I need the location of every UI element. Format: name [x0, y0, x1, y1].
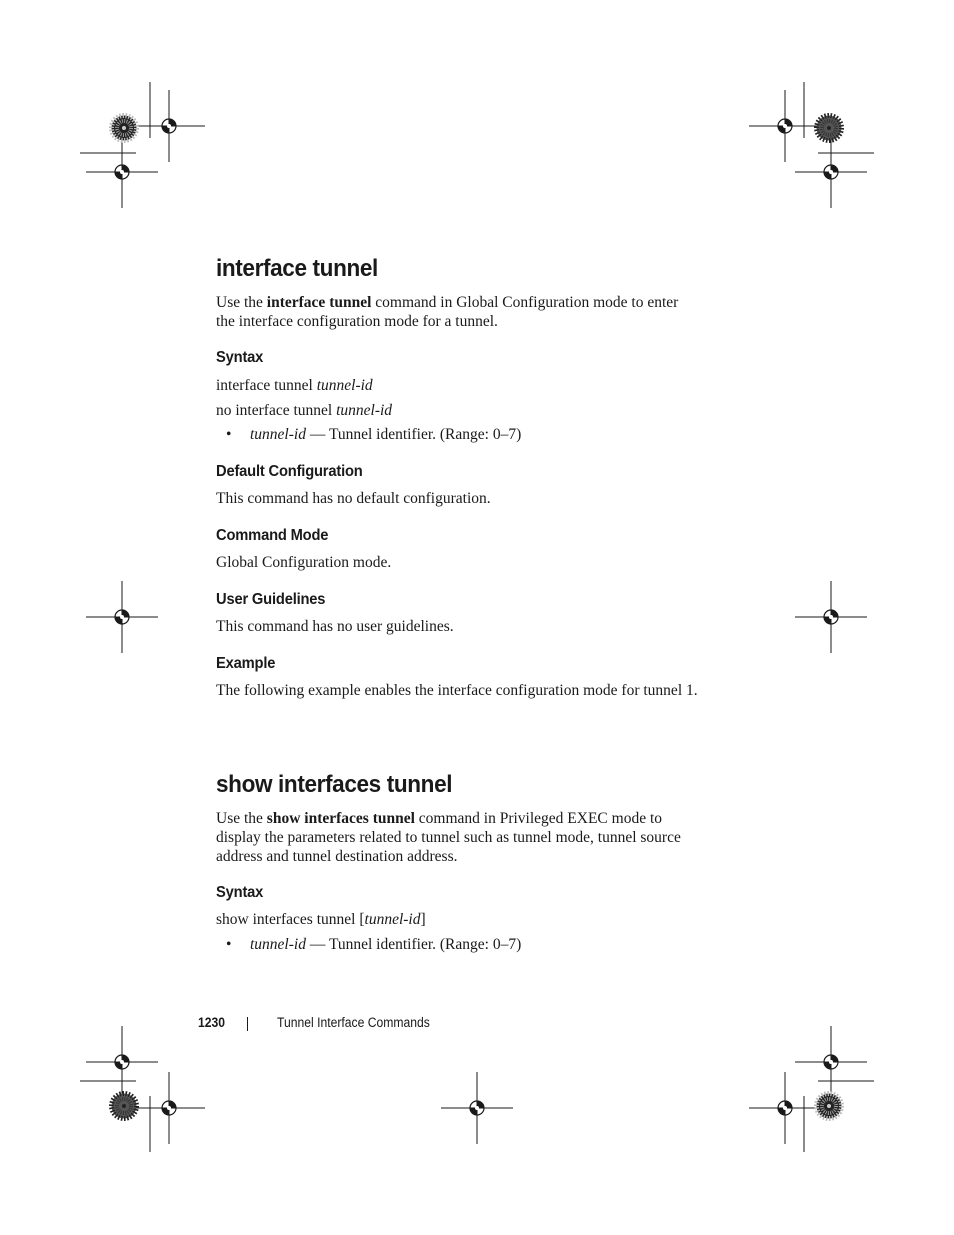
- parameter-item: [250, 425, 521, 444]
- intro-text: display the parameters related to tunnel such as tunnel mode, tunnel source: [216, 829, 681, 846]
- intro-paragraph: [216, 293, 736, 331]
- example-heading: Example: [216, 655, 276, 672]
- section-title: interface tunnel: [216, 255, 378, 282]
- registration-target-icon: [133, 1072, 205, 1144]
- intro-text: command in Privileged EXEC mode to: [414, 810, 663, 827]
- parameter-name: tunnel-id: [250, 936, 306, 953]
- syntax-command: no interface tunnel: [216, 402, 333, 419]
- bullet-icon: •: [226, 936, 232, 953]
- syntax-argument: tunnel-id: [316, 377, 373, 394]
- syntax-line: [216, 401, 736, 420]
- user-guidelines-heading: User Guidelines: [216, 591, 326, 608]
- syntax-heading: Syntax: [216, 884, 264, 901]
- user-guidelines-text: This command has no user guidelines.: [216, 618, 454, 635]
- command-mode-heading: Command Mode: [216, 527, 329, 544]
- color-wheel-icon: [112, 1094, 137, 1119]
- syntax-bracket: ]: [420, 911, 426, 928]
- syntax-bracket: [: [355, 911, 365, 928]
- chapter-title: Tunnel Interface Commands: [277, 1015, 430, 1030]
- syntax-argument: tunnel-id: [364, 911, 421, 928]
- color-wheel-icon: [112, 116, 137, 141]
- intro-text: the interface configuration mode for a tunnel.: [216, 313, 498, 330]
- parameter-description: — Tunnel identifier. (Range: 0–7): [305, 426, 522, 443]
- parameter-description: — Tunnel identifier. (Range: 0–7): [305, 936, 522, 953]
- bullet-icon: •: [226, 426, 232, 443]
- footer-divider: [247, 1017, 248, 1031]
- example-text: The following example enables the interface configuration mode for tunnel 1.: [216, 682, 698, 699]
- registration-target-icon: [86, 136, 158, 208]
- registration-target-icon: [749, 1072, 821, 1144]
- intro-paragraph: [216, 809, 736, 866]
- page-number: 1230: [198, 1015, 226, 1030]
- syntax-heading: Syntax: [216, 349, 264, 366]
- command-mode-text: Global Configuration mode.: [216, 554, 392, 571]
- command-name: show interfaces tunnel: [266, 810, 415, 827]
- parameter-name: tunnel-id: [250, 426, 306, 443]
- registration-target-icon: [133, 90, 205, 162]
- registration-target-icon: [441, 1072, 513, 1144]
- syntax-line: [216, 910, 736, 929]
- default-configuration-heading: Default Configuration: [216, 463, 363, 480]
- registration-target-icon: [86, 581, 158, 653]
- syntax-command: interface tunnel: [216, 377, 313, 394]
- intro-text: Use the: [216, 810, 267, 827]
- intro-text: Use the: [216, 294, 267, 311]
- color-wheel-icon: [817, 1094, 842, 1119]
- section-title: show interfaces tunnel: [216, 771, 453, 798]
- registration-target-icon: [795, 136, 867, 208]
- color-wheel-icon: [817, 116, 842, 141]
- command-name: interface tunnel: [266, 294, 372, 311]
- registration-target-icon: [749, 90, 821, 162]
- default-configuration-text: This command has no default configuration.: [216, 490, 491, 507]
- registration-target-icon: [86, 1026, 158, 1098]
- syntax-line: [216, 376, 736, 395]
- syntax-command: show interfaces tunnel: [216, 911, 356, 928]
- parameter-item: [250, 935, 521, 954]
- registration-target-icon: [795, 581, 867, 653]
- syntax-argument: tunnel-id: [336, 402, 393, 419]
- intro-text: command in Global Configuration mode to enter: [371, 294, 679, 311]
- intro-text: address and tunnel destination address.: [216, 848, 458, 865]
- registration-target-icon: [795, 1026, 867, 1098]
